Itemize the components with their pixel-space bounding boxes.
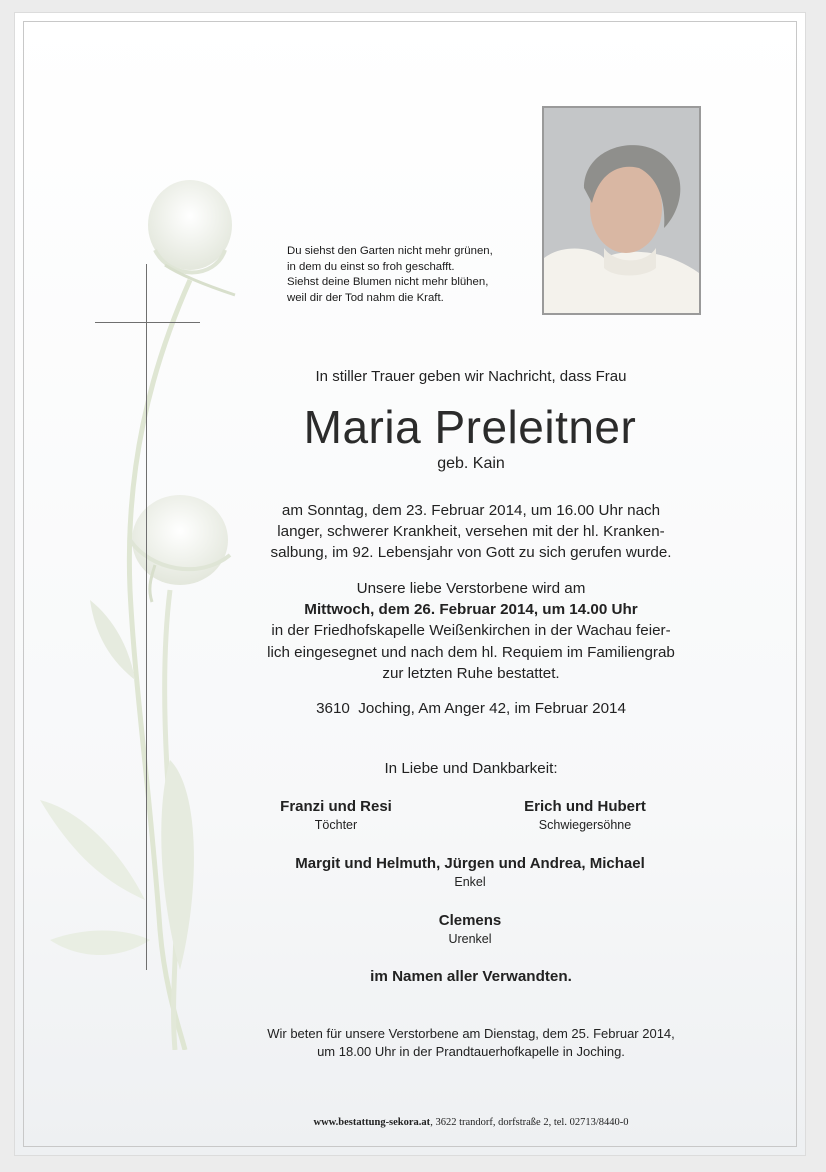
mourner-group (230, 854, 710, 891)
death-notice-line: langer, schwerer Krankheit, versehen mit der hl. Kranken- (277, 523, 665, 541)
poem-line: in dem du einst so froh geschafft. (287, 260, 455, 273)
mourner-group (490, 797, 680, 834)
rose-top (148, 180, 235, 295)
funeral-date: Mittwoch, dem 26. Februar 2014, um 14.00 Uhr (304, 601, 638, 619)
gratitude-heading: In Liebe und Dankbarkeit: (384, 760, 558, 777)
mourner-relation: Enkel (454, 875, 486, 889)
white-roses-illustration (30, 170, 260, 1050)
mourner-relation: Urenkel (448, 932, 492, 946)
mourner-group (380, 911, 560, 948)
poem-line: Du siehst den Garten nicht mehr grünen, (287, 245, 493, 257)
death-notice (232, 500, 710, 564)
mourner-group (250, 797, 422, 834)
mourner-names: Erich und Hubert (524, 798, 646, 815)
cross-horizontal-bar (95, 322, 200, 323)
memorial-poem (287, 244, 527, 306)
funeral-line: lich eingesegnet und nach dem hl. Requiem im Familiengrab (267, 643, 675, 661)
funeral-line: Unsere liebe Verstorbene wird am (356, 580, 586, 597)
death-notice-line: salbung, im 92. Lebensjahr von Gott zu sich gerufen wurde. (270, 544, 672, 562)
maiden-name: geb. Kain (437, 455, 505, 472)
intro-text: In stiller Trauer geben wir Nachricht, dass Frau (315, 368, 627, 385)
portrait-photo (542, 106, 701, 315)
prayer-line: um 18.00 Uhr in der Prandtauerhofkapelle in Joching. (317, 1044, 625, 1059)
funeral-home-footer (220, 1117, 722, 1128)
place-date: 3610 Joching, Am Anger 42, im Februar 2014 (316, 700, 626, 717)
poem-line: Siehst deine Blumen nicht mehr blühen, (287, 276, 489, 289)
mourner-names: Margit und Helmuth, Jürgen und Andrea, Michael (295, 855, 645, 872)
funeral-home-website[interactable]: www.bestattung-sekora.at (313, 1117, 431, 1128)
funeral-line: zur letzten Ruhe bestattet. (382, 664, 560, 682)
mourner-names: Clemens (438, 912, 502, 929)
mourner-relation: Schwiegersöhne (538, 818, 632, 832)
deceased-name: Maria Preleitner (303, 401, 637, 453)
funeral-line: in der Friedhofskapelle Weißenkirchen in der Wachau feier- (271, 622, 671, 640)
poem-line: weil dir der Tod nahm die Kraft. (287, 291, 444, 304)
portrait-illustration (544, 108, 699, 313)
funeral-details (232, 578, 710, 684)
rose-bottom (130, 495, 230, 602)
prayer-line: Wir beten für unsere Verstorbene am Dienstag, dem 25. Februar 2014, (267, 1026, 675, 1041)
prayer-notice (220, 1025, 722, 1061)
death-notice-line: am Sonntag, dem 23. Februar 2014, um 16.00 Uhr nach (281, 502, 661, 519)
funeral-home-address: , 3622 trandorf, dorfstraße 2, tel. 02713/8440-0 (430, 1117, 629, 1128)
cross-vertical-bar (146, 264, 147, 970)
closing-line: im Namen aller Verwandten. (370, 968, 572, 985)
mourner-names: Franzi und Resi (280, 798, 392, 815)
mourner-relation: Töchter (314, 818, 358, 832)
